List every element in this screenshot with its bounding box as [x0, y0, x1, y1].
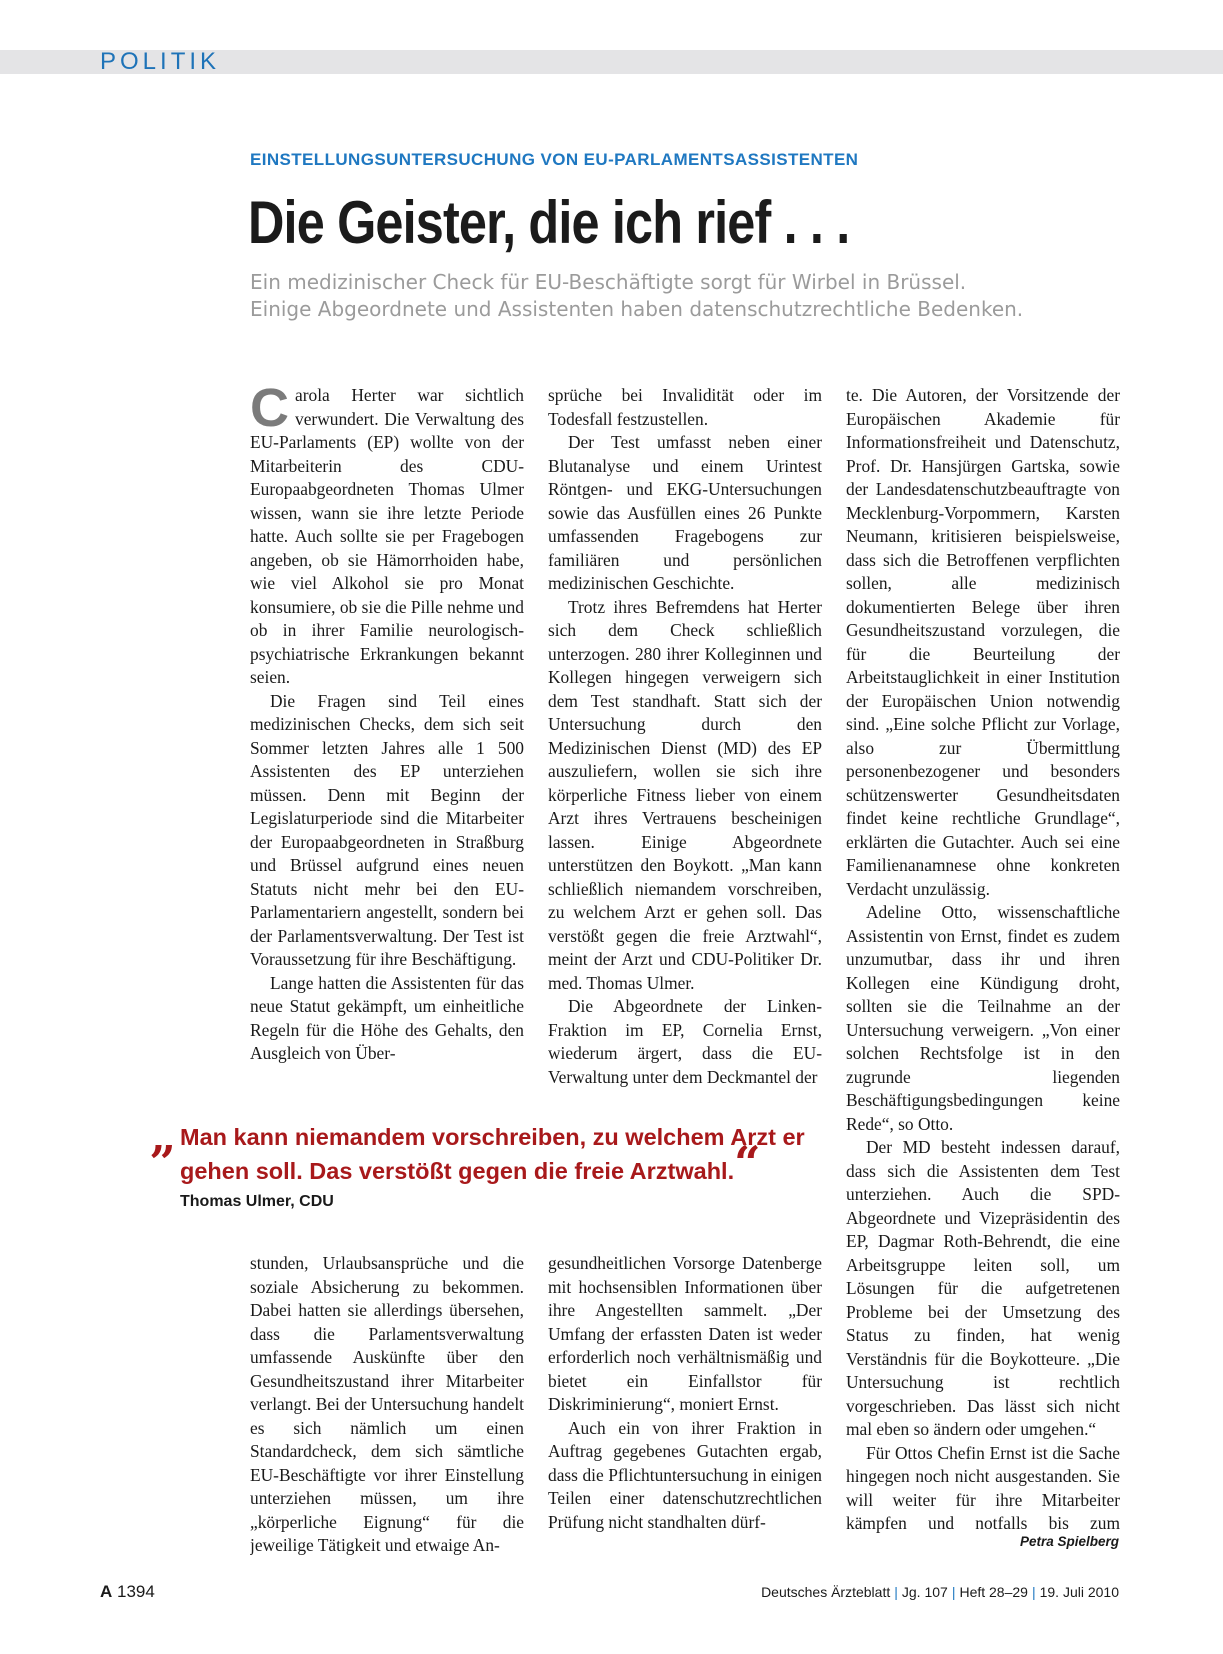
standfirst-line-1: Ein medizinischer Check für EU-Beschäftigte sorgt für Wirbel in Brüssel. — [250, 270, 967, 294]
column-1-bottom — [250, 1252, 524, 1558]
drop-cap: C — [250, 384, 289, 438]
paragraph: arola Herter war sichtlich verwundert. Die Verwaltung des EU-Parlaments (EP) wollte von der Mitarbeiterin des CDU-Europaabgeordneten Thomas Ulmer wissen, wann sie ihre letzte Periode hatte. Auch sollte sie per Fragebogen angeben, ob sie Hämorrhoiden habe, wie viel Alkohol sie pro Monat konsumiere, ob sie die Pille nehme und ob in ihrer Familie neurologisch-psychiatrische Erkrankungen bekannt seien. — [250, 385, 524, 687]
column-1-top — [250, 384, 524, 1089]
standfirst-line-2: Einige Abgeordnete und Assistenten haben datenschutzrechtliche Bedenken. — [250, 297, 1024, 321]
column-3 — [846, 384, 1120, 1534]
issue: Heft 28–29 — [959, 1584, 1028, 1600]
article-headline: Die Geister, die ich rief . . . — [248, 189, 850, 256]
paragraph: Für Ottos Chefin Ernst ist die Sache hingegen noch nicht ausgestanden. Sie will weiter für ihre Mitarbeiter kämpfen und notfalls bis zum — [846, 1442, 1120, 1533]
paragraph: Die Abgeordnete der Linken-Fraktion im EP, Cornelia Ernst, wiederum ärgert, dass die EU-Verwaltung unter dem Deckmantel der — [548, 996, 822, 1087]
paragraph: sprüche bei Invalidität oder im Todesfall festzustellen. — [548, 385, 822, 429]
article-kicker: EINSTELLUNGSUNTERSUCHUNG VON EU-PARLAMENTSASSISTENTEN — [250, 150, 859, 169]
page-number-value: 1394 — [117, 1582, 155, 1601]
pull-quote-text-block — [150, 1109, 830, 1190]
volume: Jg. 107 — [901, 1584, 948, 1600]
paragraph: Adeline Otto, wissenschaftliche Assistentin von Ernst, findet es zudem unzumutbar, dass ihr und ihren Kollegen eine Kündigung droht, sollten sie die Teilnahme an der Untersuchung verweigern. „Von einer solchen Rechtsfolge ist in den zugrunde liegenden Beschäftigungsbedingungen keine Rede“, so Otto. — [846, 902, 1120, 1134]
publication-name: Deutsches Ärzteblatt — [761, 1584, 891, 1600]
paragraph: Der Test umfasst neben einer Blutanalyse und einem Urintest Röntgen- und EKG-Untersuchungen sowie das Ausfüllen eines 26 Punkte umfassenden Fragebogens zur familiären und persönlichen medizinischen Geschichte. — [548, 432, 822, 593]
quote-open-mark: „ — [150, 1109, 177, 1163]
column-2-bottom — [548, 1252, 822, 1558]
separator: | — [894, 1584, 898, 1600]
page-number — [100, 1582, 155, 1602]
paragraph: gesundheitlichen Vorsorge Datenberge mit hochsensiblen Informationen über ihre Angestellten sammelt. „Der Umfang der erfassten Daten ist weder erforderlich noch verhältnismäßig und bietet ein Einfallstor für Diskriminierung“, moniert Ernst. — [548, 1253, 822, 1414]
column-2-top — [548, 384, 822, 1089]
pull-quote — [150, 1109, 830, 1211]
paragraph: Lange hatten die Assistenten für das neue Statut gekämpft, um einheitliche Regeln für die Höhe des Gehalts, den Ausgleich von Über- — [250, 972, 524, 1063]
footer-publication-info — [761, 1584, 1119, 1600]
quote-close-mark: “ — [734, 1136, 761, 1190]
paragraph: te. Die Autoren, der Vorsitzende der Europäischen Akademie für Informationsfreiheit und Datenschutz, Prof. Dr. Hansjürgen Gartska, sowie der Landesdatenschutzbeauftragte von Mecklenburg-Vorpommern, Karsten Neumann, kritisieren beispielsweise, dass sich die Betroffenen verpflichten sollen, alle medizinisch dokumentierten Belege über ihren Gesundheitszustand vorzulegen, die für die Beurteilung der Arbeitstauglichkeit in einer Institution der Europäischen Union notwendig sind. „Eine solche Pflicht zur Vorlage, also zur Übermittlung personenbezogener und besonders schützenswerter Gesundheitsdaten findet keine rechtliche Grundlage“, erklärten die Gutachter. Auch sei eine Familienanamnese ohne konkreten Verdacht unzulässig. — [846, 385, 1120, 899]
pull-quote-attribution: Thomas Ulmer, CDU — [180, 1193, 334, 1210]
paragraph: stunden, Urlaubsansprüche und die soziale Absicherung zu bekommen. Dabei hatten sie allerdings übersehen, dass die Parlamentsverwaltung umfassende Auskünfte über den Gesundheitszustand ihrer Mitarbeiter verlangt. Bei der Untersuchung handelt es sich nämlich um einen Standardcheck, dem sich sämtliche EU-Beschäftigte vor ihrer Einstellung unterziehen müssen, um ihre „körperliche Eignung“ für die jeweilige Tätigkeit und etwaige An- — [250, 1253, 524, 1555]
separator: | — [951, 1584, 956, 1600]
page-prefix: A — [100, 1582, 113, 1601]
paragraph: Trotz ihres Befremdens hat Herter sich dem Check schließlich unterzogen. 280 ihrer Kolleginnen und Kollegen hingegen verweigern sich dem Test standhaft. Statt sich der Untersuchung durch den Medizinischen Dienst (MD) des EP auszuliefern, wollen sie sich ihre körperliche Fitness lieber von einem Arzt ihres Vertrauens bescheinigen lassen. Einige Abgeordnete unterstützen den Boykott. „Man kann schließlich niemandem vorschreiben, zu welchem Arzt er gehen soll. Das verstößt gegen die freie Arztwahl“, meint der Arzt und CDU-Politiker Dr. med. Thomas Ulmer. — [548, 596, 822, 993]
issue-date: 19. Juli 2010 — [1039, 1584, 1119, 1600]
separator: | — [1031, 1584, 1036, 1600]
paragraph: Auch ein von ihrer Fraktion in Auftrag gegebenes Gutachten ergab, dass die Pflichtuntersuchung in einigen Teilen einer datenschutzrechtlichen Prüfung nicht standhalten dürf- — [548, 1417, 822, 1532]
pull-quote-text: Man kann niemandem vorschreiben, zu welchem Arzt er gehen soll. Das verstößt gegen die freie Arztwahl. — [180, 1124, 805, 1184]
author-byline: Petra Spielberg — [1019, 1534, 1119, 1549]
paragraph: Der MD besteht indessen darauf, dass sich die Assistenten dem Test unterziehen. Auch die SPD-Abgeordnete und Vizepräsidentin des EP, Dagmar Roth-Behrendt, die eine Arbeitsgruppe leiten soll, um Lösungen für die aufgetretenen Probleme bei der Umsetzung des Status zu finden, hat wenig Verständnis für die Boykotteure. „Die Untersuchung ist rechtlich vorgeschrieben. Das lässt sich nicht mal eben so ändern oder umgehen.“ — [846, 1137, 1120, 1439]
paragraph: Die Fragen sind Teil eines medizinischen Checks, dem sich seit Sommer letzten Jahres alle 1 500 Assistenten des EP unterziehen müssen. Denn mit Beginn der Legislaturperiode sind die Mitarbeiter der Europaabgeordneten in Straßburg und Brüssel aufgrund eines neuen Statuts nicht mehr bei den EU-Parlamentariern angestellt, sondern bei der Parlamentsverwaltung. Der Test ist Voraussetzung für ihre Beschäftigung. — [250, 690, 524, 969]
section-label: POLITIK — [100, 48, 221, 75]
